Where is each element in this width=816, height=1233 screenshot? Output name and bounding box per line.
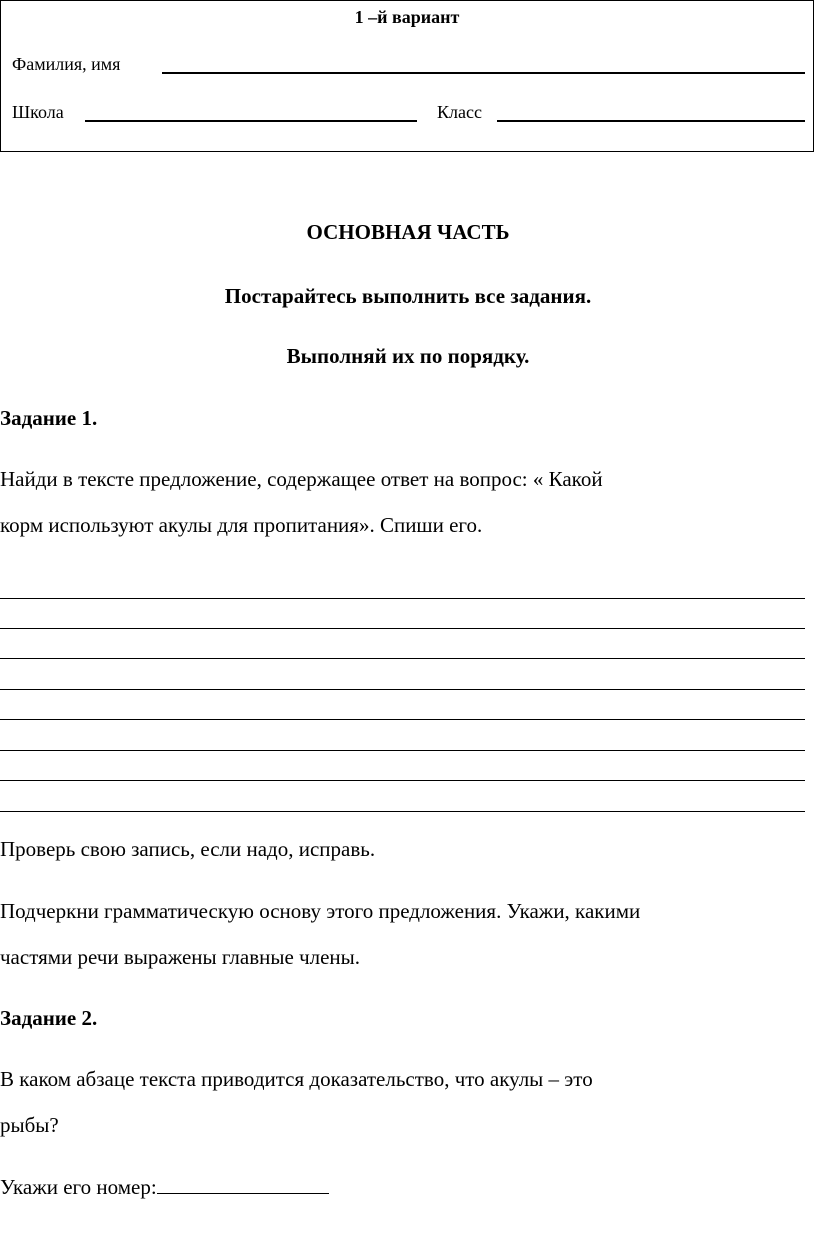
task1-question-line1: Найди в тексте предложение, содержащее ответ на вопрос: « Какой bbox=[0, 467, 603, 491]
answer-line[interactable] bbox=[0, 719, 805, 720]
task2-answer-row bbox=[0, 1164, 816, 1210]
school-label: Школа bbox=[12, 102, 64, 122]
task2-title: Задание 2. bbox=[0, 1006, 98, 1030]
section-title: ОСНОВНАЯ ЧАСТЬ bbox=[306, 220, 510, 244]
answer-line[interactable] bbox=[0, 689, 805, 690]
task2-question-line1: В каком абзаце текста приводится доказательство, что акулы – это bbox=[0, 1067, 593, 1091]
answer-line[interactable] bbox=[0, 598, 805, 599]
class-field[interactable] bbox=[497, 120, 805, 122]
answer-line[interactable] bbox=[0, 658, 805, 659]
class-label: Класс bbox=[437, 102, 482, 122]
task1-grammar-line2: частями речи выражены главные члены. bbox=[0, 945, 361, 969]
paragraph-number-field[interactable] bbox=[157, 1173, 329, 1194]
task2-answer-label: Укажи его номер: bbox=[0, 1175, 157, 1199]
school-class-row bbox=[12, 101, 805, 123]
instruction-complete-all: Постарайтесь выполнить все задания. bbox=[224, 284, 592, 308]
answer-line[interactable] bbox=[0, 628, 805, 629]
school-field[interactable] bbox=[85, 120, 417, 122]
variant-title: 1 –й вариант bbox=[354, 7, 460, 27]
answer-line[interactable] bbox=[0, 750, 805, 751]
surname-label: Фамилия, имя bbox=[12, 54, 121, 74]
task1-check-instruction: Проверь свою запись, если надо, исправь. bbox=[0, 837, 376, 861]
task1-title: Задание 1. bbox=[0, 406, 98, 430]
instruction-in-order: Выполняй их по порядку. bbox=[286, 344, 530, 368]
surname-field[interactable] bbox=[162, 72, 805, 74]
answer-line[interactable] bbox=[0, 780, 805, 781]
task2-question-line2: рыбы? bbox=[0, 1113, 59, 1137]
student-info-box bbox=[0, 0, 814, 152]
surname-row bbox=[12, 53, 805, 75]
task1-grammar-line1: Подчеркни грамматическую основу этого предложения. Укажи, какими bbox=[0, 899, 641, 923]
answer-line[interactable] bbox=[0, 811, 805, 812]
task1-question-line2: корм используют акулы для пропитания». Спиши его. bbox=[0, 513, 483, 537]
